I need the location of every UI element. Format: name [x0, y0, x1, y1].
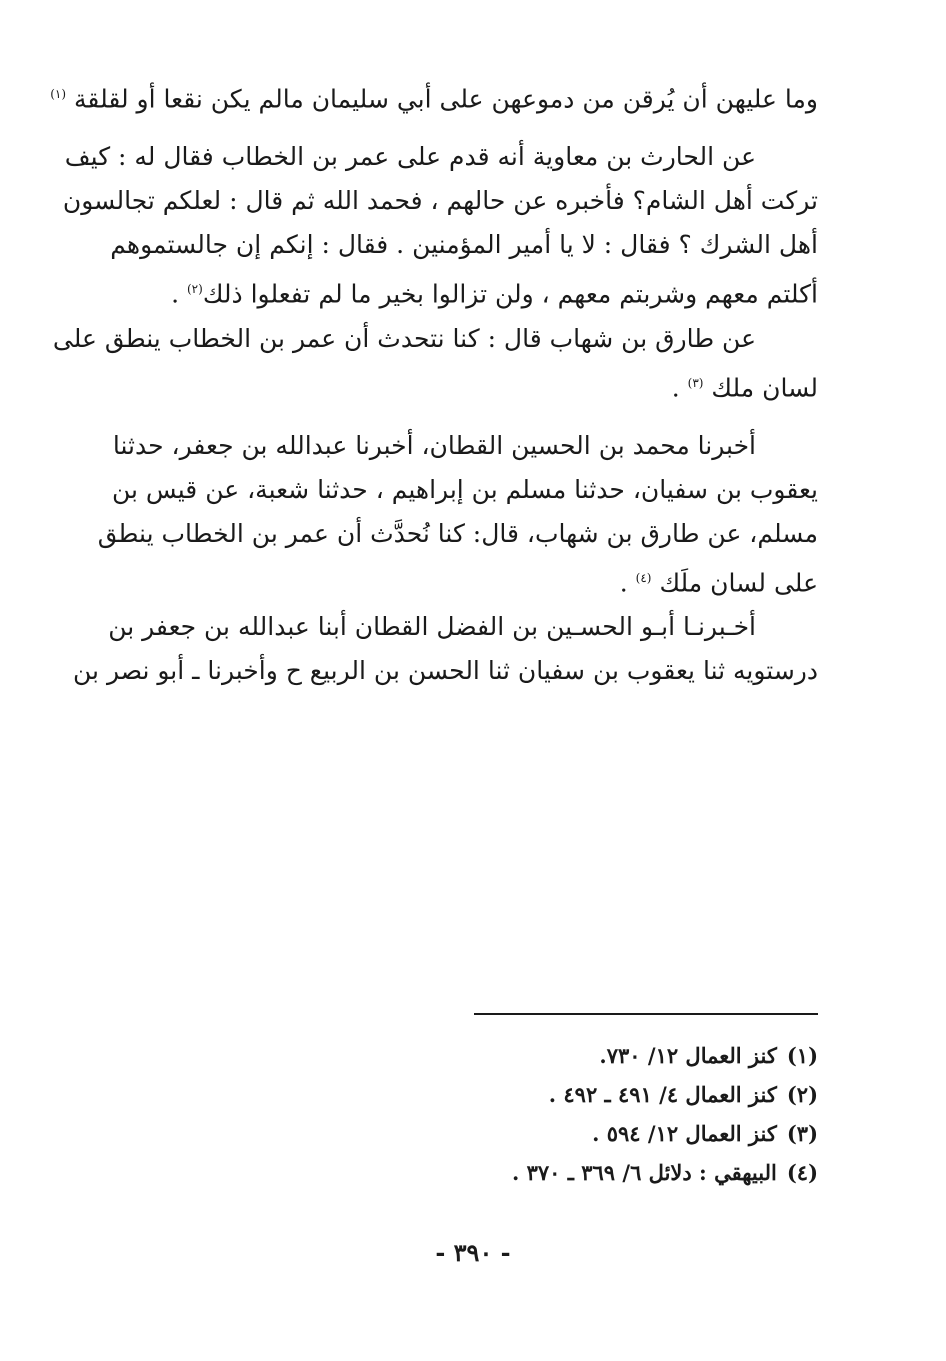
footnote-number: (١) [786, 1043, 818, 1068]
text-line: تركت أهل الشام؟ فأخبره عن حالهم ، فحمد الله ثم قال : لعلكم تجالسون [62, 186, 818, 216]
footnote-text: البيهقي : دلائل ٦/ ٣٦٩ ـ ٣٧٠ . [512, 1160, 777, 1185]
text-line: لسان ملك $^{(٣)}$ . [671, 372, 818, 402]
footnote-divider [474, 1013, 818, 1015]
page-number: - ٣٩٠ - [435, 1238, 511, 1267]
text-line: أهل الشرك ؟ فقال : لا يا أمير المؤمنين . فقال : إنكم إن جالستموهم [110, 230, 818, 260]
text-line: يعقوب بن سفيان، حدثنا مسلم بن إبراهيم ، حدثنا شعبة، عن قيس بن [111, 474, 818, 504]
text-line: على لسان ملَك $^{(٤)}$ . [619, 568, 818, 598]
footnote-item [398, 1114, 818, 1153]
footnote-item [398, 1036, 818, 1075]
footnote-marker[interactable]: (١) [50, 87, 67, 101]
footnote-text: كنز العمال ٤/ ٤٩١ ـ ٤٩٢ . [548, 1082, 777, 1107]
paragraph-harith [62, 135, 818, 316]
text-line: وما عليهن أن يُرقن من دموعهن على أبي سليمان مالم يكن نقعا أو لقلقة $^{(١)}$ [50, 84, 818, 114]
footnote-item [398, 1153, 818, 1192]
text-line: أكلتم معهم وشربتم معهم ، ولن تزالوا بخير ما لم تفعلوا ذلك$^{(٢)}$ . [171, 279, 818, 309]
footnote-number: (٣) [786, 1121, 818, 1146]
footnote-item [398, 1075, 818, 1114]
footnotes [398, 1036, 818, 1192]
paragraph-verse-end [50, 72, 818, 121]
text-line: درستويه ثنا يعقوب بن سفيان ثنا الحسن بن الربيع ح وأخبرنا ـ أبو نصر بن [73, 656, 818, 686]
footnote-text: كنز العمال ١٢/ ٥٩٤ . [592, 1121, 777, 1146]
text-line: أخـبرنـا أبـو الحسـين بن الفضل القطان أبنا عبدالله بن جعفر بن [108, 612, 756, 642]
text-line: عن الحارث بن معاوية أنه قدم على عمر بن الخطاب فقال له : كيف [64, 142, 756, 172]
footnote-marker[interactable]: (٢) [186, 282, 203, 297]
footnote-marker[interactable]: (٣) [687, 375, 704, 390]
page-body [50, 72, 818, 693]
paragraph-tariq [52, 317, 818, 410]
paragraph-isnad-1 [97, 424, 818, 605]
paragraph-isnad-2 [73, 605, 818, 693]
text-line: مسلم، عن طارق بن شهاب، قال: كنا نُحدَّث أن عمر بن الخطاب ينطق [97, 518, 818, 548]
text-line: عن طارق بن شهاب قال : كنا نتحدث أن عمر بن الخطاب ينطق على [52, 323, 756, 353]
footnote-number: (٤) [786, 1160, 818, 1185]
footnote-text: كنز العمال ١٢/ ٧٣٠. [599, 1043, 777, 1068]
footnote-marker[interactable]: (٤) [635, 570, 652, 585]
text-line: أخبرنا محمد بن الحسين القطان، أخبرنا عبدالله بن جعفر، حدثنا [112, 430, 756, 460]
footnote-number: (٢) [786, 1082, 818, 1107]
